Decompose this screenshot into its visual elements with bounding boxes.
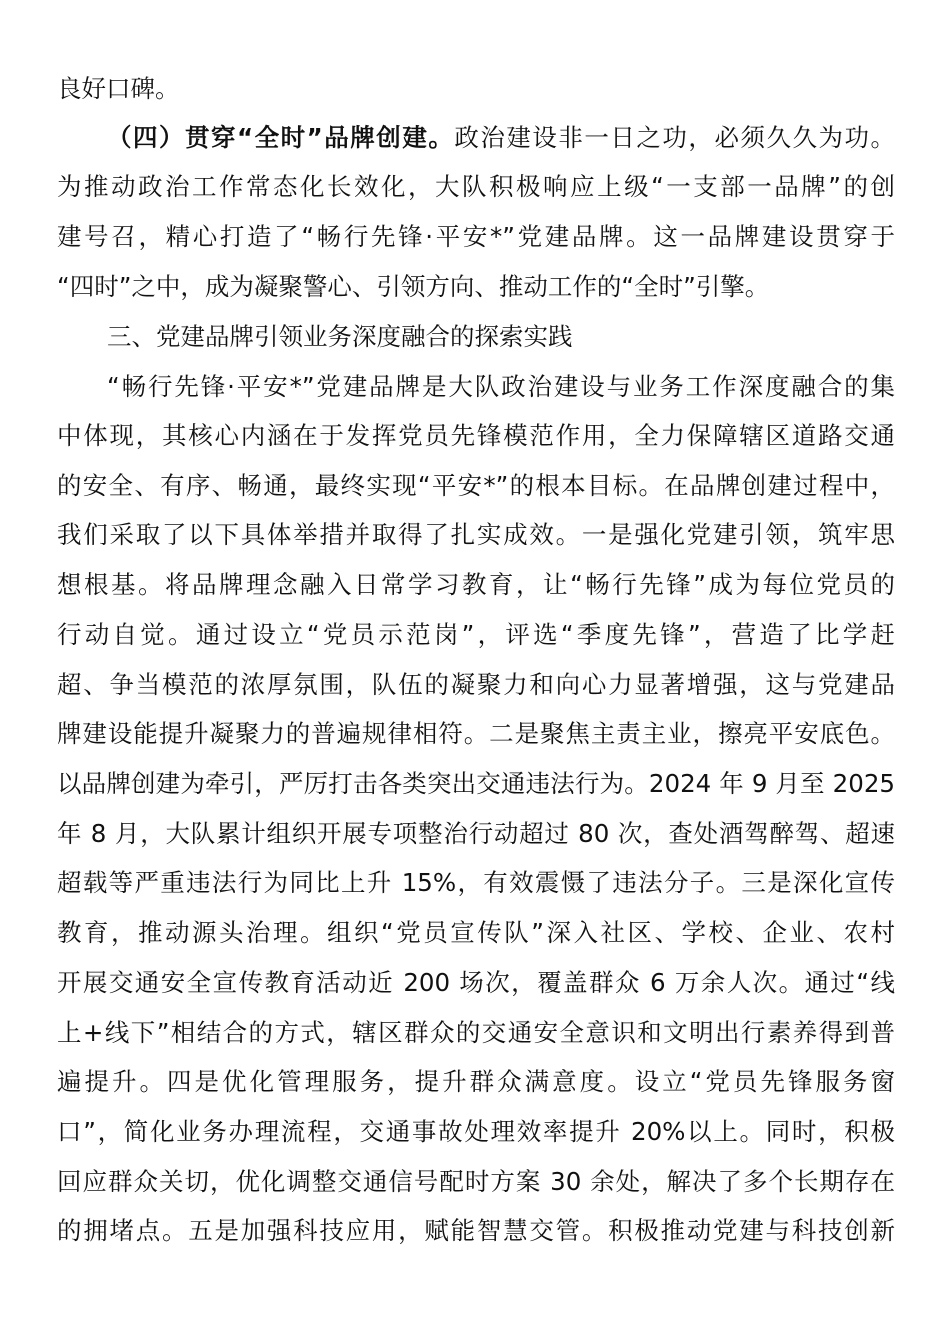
line-text: 我们采取了以下具体举措并取得了扎实成效。一是强化党建引领，筑牢思 <box>57 520 895 549</box>
text-line-9 <box>57 461 895 511</box>
text-line-3 <box>57 162 895 212</box>
text-line-14 <box>57 709 895 759</box>
text-line-22 <box>57 1107 895 1157</box>
line-text: 想根基。将品牌理念融入日常学习教育，让“畅行先锋”成为每位党员的 <box>57 570 895 599</box>
line-text: 为推动政治工作常态化长效化，大队积极响应上级“一支部一品牌”的创 <box>57 172 895 201</box>
text-line-8 <box>57 411 895 461</box>
text-line-23 <box>57 1157 895 1207</box>
text-line-16 <box>57 809 895 859</box>
text-line-20 <box>57 1008 895 1058</box>
line-text: 教育，推动源头治理。组织“党员宣传队”深入社区、学校、企业、农村 <box>57 918 895 947</box>
line-text: 回应群众关切，优化调整交通信号配时方案 30 余处，解决了多个长期存在 <box>57 1167 895 1196</box>
text-line-5 <box>57 262 895 312</box>
line-text: 行动自觉。通过设立“党员示范岗”，评选“季度先锋”，营造了比学赶 <box>57 620 895 649</box>
line-text: 超、争当模范的浓厚氛围，队伍的凝聚力和向心力显著增强，这与党建品 <box>57 670 895 699</box>
text-line-24 <box>57 1206 895 1256</box>
line-text: 超载等严重违法行为同比上升 15%，有效震慑了违法分子。三是深化宣传 <box>57 868 895 897</box>
text-line-13 <box>57 660 895 710</box>
text-line-10 <box>57 510 895 560</box>
text-line-12 <box>57 610 895 660</box>
text-line-18 <box>57 908 895 958</box>
section-heading-text: 三、党建品牌引领业务深度融合的探索实践 <box>107 322 573 351</box>
line-text: 的拥堵点。五是加强科技应用，赋能智慧交管。积极推动党建与科技创新 <box>57 1216 895 1245</box>
subheading-line <box>107 113 895 163</box>
line-text: 良好口碑。 <box>57 74 180 103</box>
line-text: 开展交通安全宣传教育活动近 200 场次，覆盖群众 6 万余人次。通过“线 <box>57 968 895 997</box>
line-text: 上+线下”相结合的方式，辖区群众的交通安全意识和文明出行素养得到普 <box>57 1018 895 1047</box>
line-text: 中体现，其核心内涵在于发挥党员先锋模范作用，全力保障辖区道路交通 <box>57 421 895 450</box>
text-line-1 <box>57 64 895 114</box>
line-text: 年 8 月，大队累计组织开展专项整治行动超过 80 次，查处酒驾醉驾、超速 <box>57 819 895 848</box>
line-text: 政治建设非一日之功，必须久久为功。 <box>454 123 895 152</box>
text-line-17 <box>57 858 895 908</box>
line-text: “四时”之中，成为凝聚警心、引领方向、推动工作的“全时”引擎。 <box>57 272 770 301</box>
subheading-bold: （四）贯穿“全时”品牌创建。 <box>107 123 455 152</box>
text-line-11 <box>57 560 895 610</box>
text-line-7 <box>107 362 895 412</box>
text-line-21 <box>57 1057 895 1107</box>
line-text: 遍提升。四是优化管理服务，提升群众满意度。设立“党员先锋服务窗 <box>57 1067 895 1096</box>
text-line-4 <box>57 212 895 262</box>
section-heading <box>107 312 895 362</box>
line-text: “畅行先锋·平安*”党建品牌是大队政治建设与业务工作深度融合的集 <box>107 372 895 401</box>
line-text: 的安全、有序、畅通，最终实现“平安*”的根本目标。在品牌创建过程中， <box>57 471 895 500</box>
line-text: 牌建设能提升凝聚力的普遍规律相符。二是聚焦主责主业，擦亮平安底色。 <box>57 719 895 748</box>
text-line-19 <box>57 958 895 1008</box>
line-text: 口”，简化业务办理流程，交通事故处理效率提升 20%以上。同时，积极 <box>57 1117 895 1146</box>
line-text: 建号召，精心打造了“畅行先锋·平安*”党建品牌。这一品牌建设贯穿于 <box>57 222 895 251</box>
text-line-15 <box>57 759 895 809</box>
line-text: 以品牌创建为牵引，严厉打击各类突出交通违法行为。2024 年 9 月至 2025 <box>57 769 895 798</box>
